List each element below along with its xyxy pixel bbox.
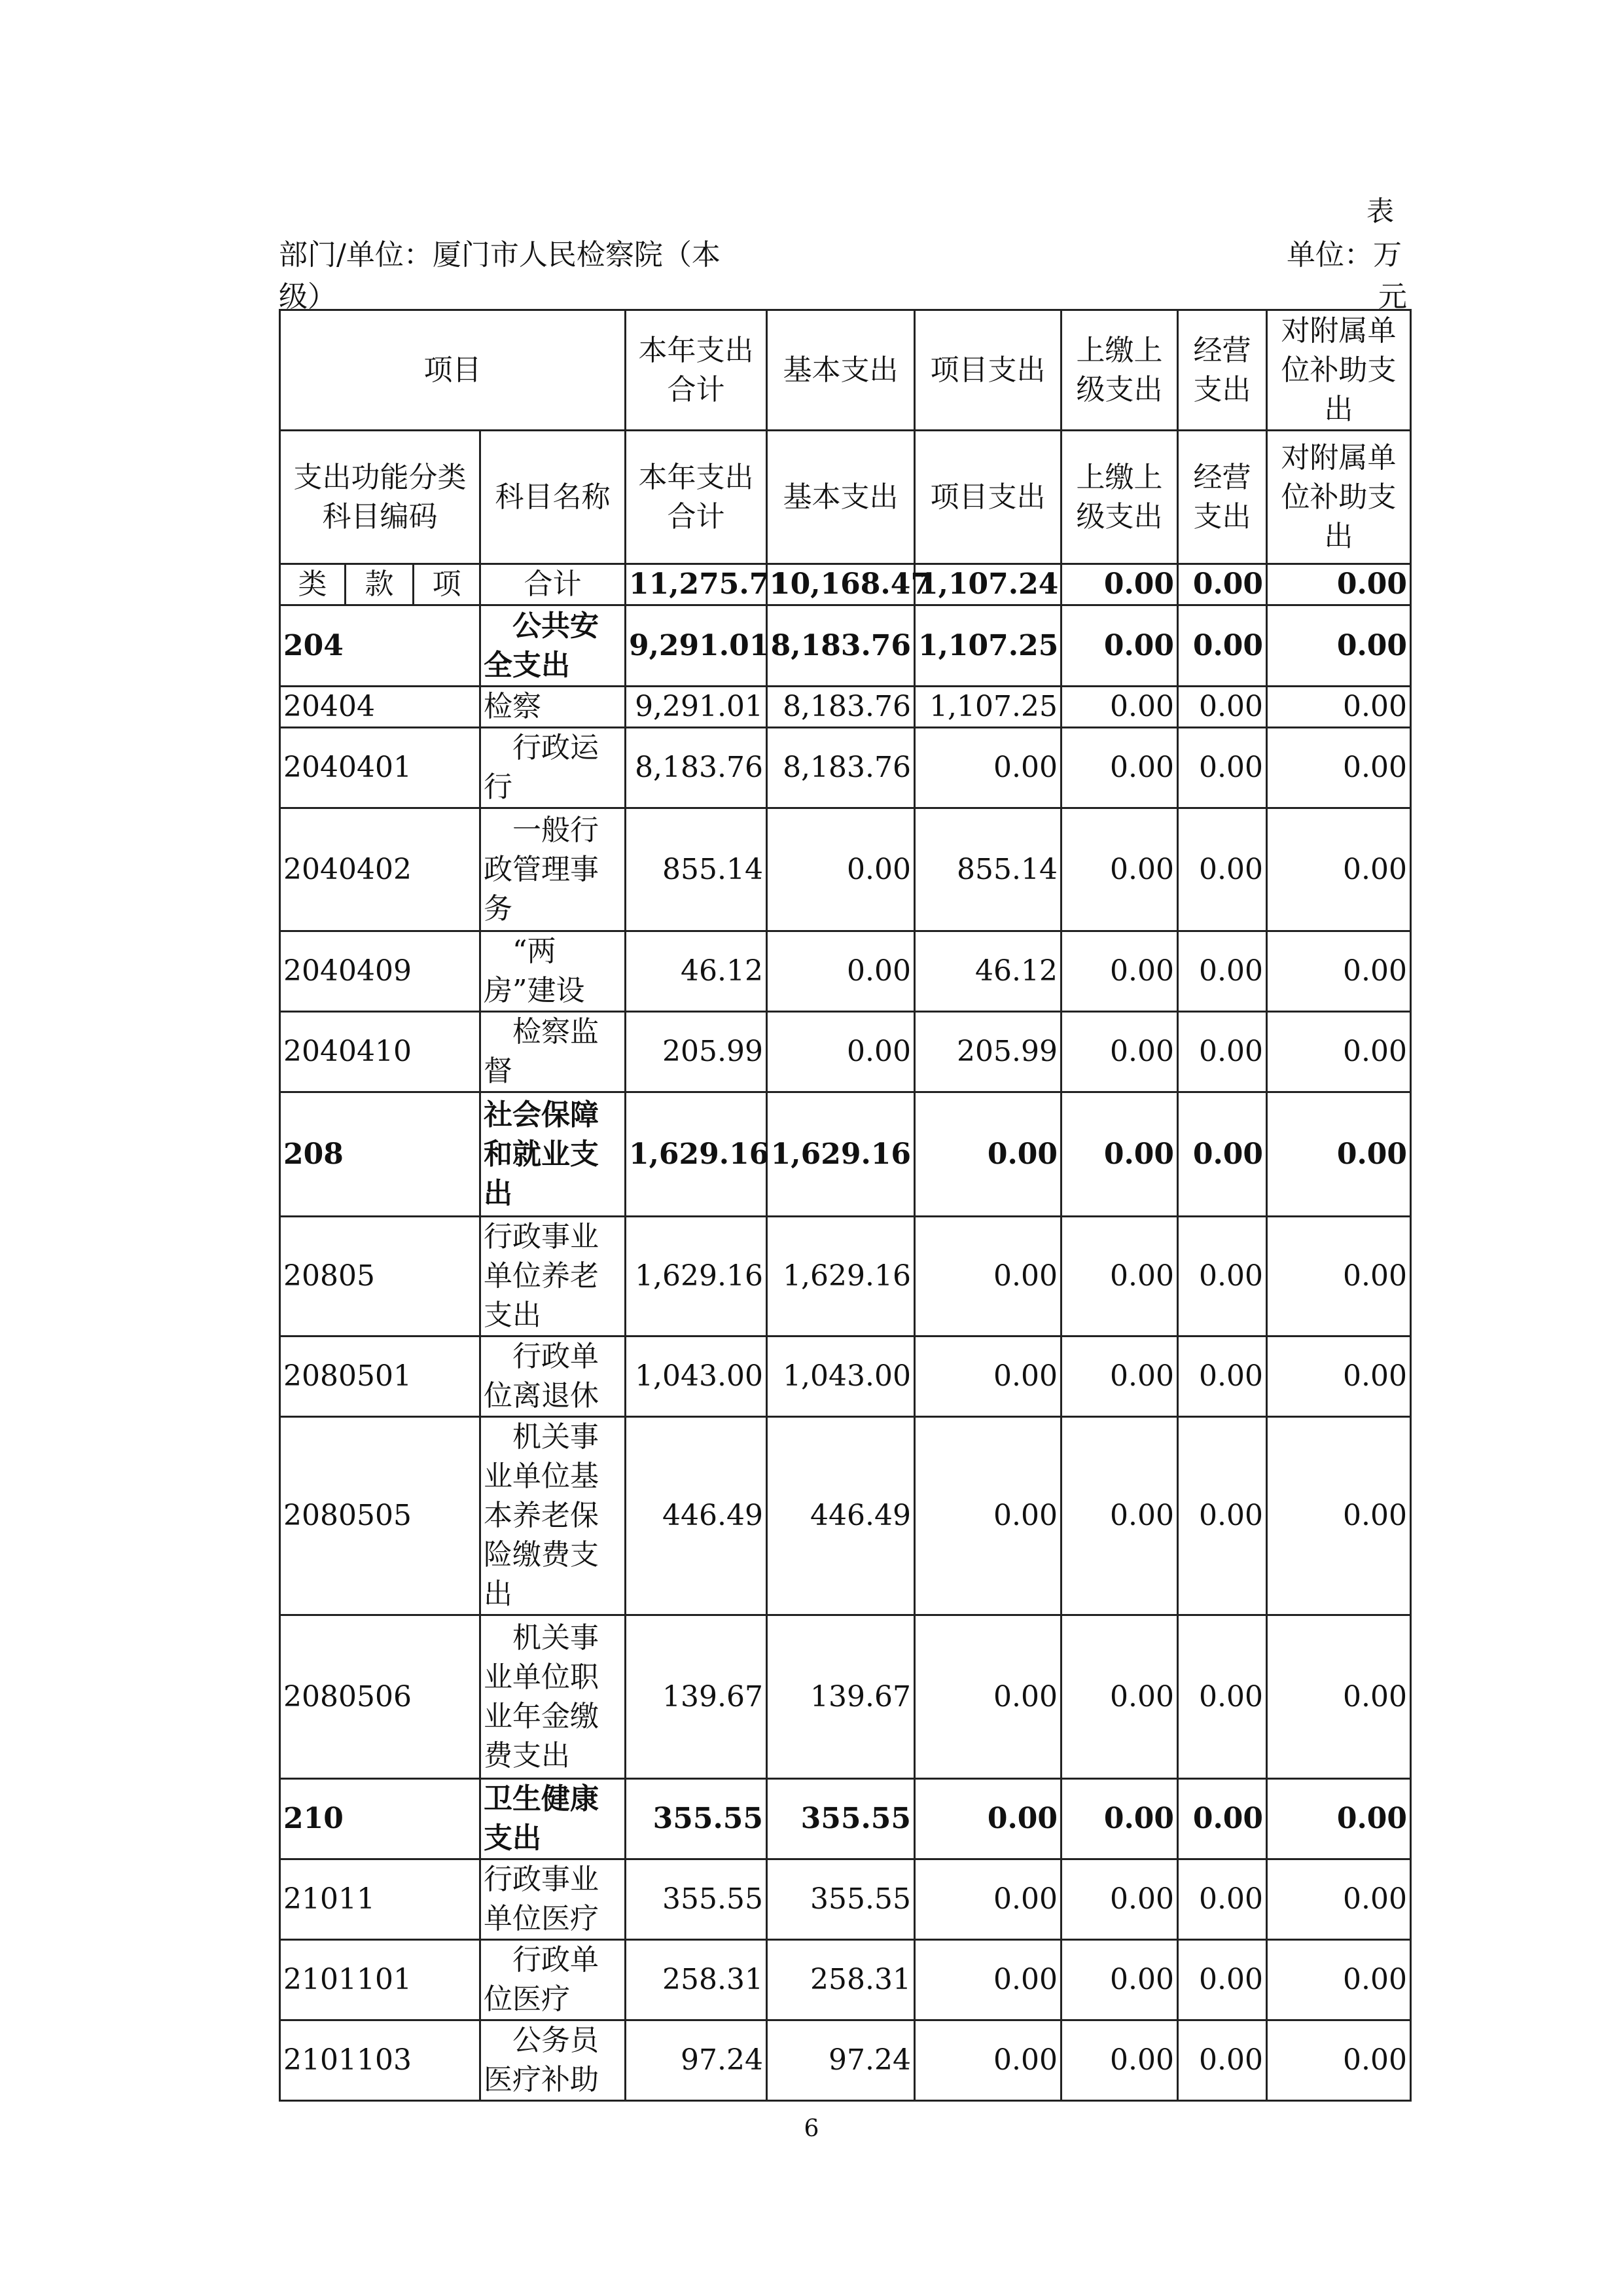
table-row xyxy=(280,1417,1411,1615)
project-cell: 0.00 xyxy=(915,1217,1061,1336)
project-cell: 0.00 xyxy=(915,1092,1061,1217)
basic-cell: 1,629.16 xyxy=(767,1092,915,1217)
subsidy-cell: 0.00 xyxy=(1267,1217,1411,1336)
col-header-subsidy: 对附属单位补助支出 xyxy=(1267,310,1411,431)
subsidy-cell: 0.00 xyxy=(1267,728,1411,808)
subject-name-cell: “两房”建设 xyxy=(480,931,626,1012)
col-header-code: 支出功能分类科目编码 xyxy=(280,431,480,564)
total-cell: 446.49 xyxy=(626,1417,767,1615)
unit-label xyxy=(1287,234,1407,318)
table-row xyxy=(280,2020,1411,2101)
subsidy-cell: 0.00 xyxy=(1267,931,1411,1012)
project-cell: 1,107.25 xyxy=(915,687,1061,728)
basic-cell: 355.55 xyxy=(767,1859,915,1940)
project-cell: 46.12 xyxy=(915,931,1061,1012)
upper-cell: 0.00 xyxy=(1061,1779,1178,1859)
upper-cell: 0.00 xyxy=(1061,687,1178,728)
basic-cell: 97.24 xyxy=(767,2020,915,2101)
basic-cell: 8,183.76 xyxy=(767,728,915,808)
business-cell: 0.00 xyxy=(1178,1092,1267,1217)
total-cell: 139.67 xyxy=(626,1615,767,1779)
business-cell: 0.00 xyxy=(1178,2020,1267,2101)
business-cell: 0.00 xyxy=(1178,728,1267,808)
total-cell: 205.99 xyxy=(626,1012,767,1092)
table-row xyxy=(280,1336,1411,1417)
business-cell: 0.00 xyxy=(1178,1336,1267,1417)
upper-cell: 0.00 xyxy=(1061,1940,1178,2020)
col-header-total: 本年支出合计 xyxy=(626,310,767,431)
business-cell: 0.00 xyxy=(1178,1615,1267,1779)
table-row xyxy=(280,728,1411,808)
upper-cell: 0.00 xyxy=(1061,564,1178,605)
code-cell: 2080501 xyxy=(280,1336,480,1417)
business-cell: 0.00 xyxy=(1178,1217,1267,1336)
upper-cell: 0.00 xyxy=(1061,1012,1178,1092)
subsidy-cell: 0.00 xyxy=(1267,605,1411,687)
code-cell: 2040402 xyxy=(280,808,480,931)
project-cell: 1,107.25 xyxy=(915,605,1061,687)
project-cell: 0.00 xyxy=(915,1336,1061,1417)
code-cell: 204 xyxy=(280,605,480,687)
subject-name-cell: 一般行政管理事务 xyxy=(480,808,626,931)
table-row xyxy=(280,931,1411,1012)
project-cell: 855.14 xyxy=(915,808,1061,931)
basic-cell: 446.49 xyxy=(767,1417,915,1615)
table-row xyxy=(280,687,1411,728)
table-row xyxy=(280,1217,1411,1336)
project-cell: 1,107.24 xyxy=(915,564,1061,605)
total-cell: 355.55 xyxy=(626,1859,767,1940)
unit-label-text: 单位：万 xyxy=(1287,238,1402,272)
basic-cell: 355.55 xyxy=(767,1779,915,1859)
upper-cell: 0.00 xyxy=(1061,1615,1178,1779)
subject-name-cell: 公共安全支出 xyxy=(480,605,626,687)
col-header-subsidy-2: 对附属单位补助支出 xyxy=(1267,431,1411,564)
subject-name-cell: 卫生健康支出 xyxy=(480,1779,626,1859)
basic-cell: 8,183.76 xyxy=(767,605,915,687)
project-cell: 0.00 xyxy=(915,1859,1061,1940)
basic-cell: 1,043.00 xyxy=(767,1336,915,1417)
col-header-basic: 基本支出 xyxy=(767,310,915,431)
table-row xyxy=(280,808,1411,931)
project-cell: 0.00 xyxy=(915,728,1061,808)
project-cell: 0.00 xyxy=(915,1615,1061,1779)
table-row xyxy=(280,1615,1411,1779)
subsidy-cell: 0.00 xyxy=(1267,808,1411,931)
subsidy-cell: 0.00 xyxy=(1267,1859,1411,1940)
total-label: 合计 xyxy=(480,564,626,605)
basic-cell: 10,168.47 xyxy=(767,564,915,605)
unit-label-value: 元 xyxy=(1378,280,1407,314)
total-cell: 11,275.71 xyxy=(626,564,767,605)
subsidy-cell: 0.00 xyxy=(1267,2020,1411,2101)
business-cell: 0.00 xyxy=(1178,687,1267,728)
table-marker: 表 xyxy=(1366,195,1395,227)
upper-cell: 0.00 xyxy=(1061,2020,1178,2101)
page-number: 6 xyxy=(804,2115,819,2142)
table-row xyxy=(280,1859,1411,1940)
subject-name-cell: 行政单位医疗 xyxy=(480,1940,626,2020)
subject-name-cell: 社会保障和就业支出 xyxy=(480,1092,626,1217)
upper-cell: 0.00 xyxy=(1061,605,1178,687)
project-cell: 0.00 xyxy=(915,1417,1061,1615)
code-cell: 2101101 xyxy=(280,1940,480,2020)
expenditure-table xyxy=(279,309,1412,2102)
table-row xyxy=(280,1779,1411,1859)
subject-name-cell: 行政事业单位养老支出 xyxy=(480,1217,626,1336)
business-cell: 0.00 xyxy=(1178,1417,1267,1615)
table-row xyxy=(280,1940,1411,2020)
subsidy-cell: 0.00 xyxy=(1267,1336,1411,1417)
total-cell: 46.12 xyxy=(626,931,767,1012)
project-cell: 0.00 xyxy=(915,1940,1061,2020)
code-cell: 208 xyxy=(280,1092,480,1217)
col-header-upper: 上缴上级支出 xyxy=(1061,310,1178,431)
subsidy-cell: 0.00 xyxy=(1267,1092,1411,1217)
xiang-label: 项 xyxy=(414,564,480,605)
upper-cell: 0.00 xyxy=(1061,1336,1178,1417)
subject-name-cell: 检察监督 xyxy=(480,1012,626,1092)
upper-cell: 0.00 xyxy=(1061,728,1178,808)
code-cell: 2040410 xyxy=(280,1012,480,1092)
code-cell: 2080505 xyxy=(280,1417,480,1615)
kuan-label: 款 xyxy=(346,564,414,605)
total-cell: 1,629.16 xyxy=(626,1217,767,1336)
business-cell: 0.00 xyxy=(1178,564,1267,605)
subject-name-cell: 行政单位离退休 xyxy=(480,1336,626,1417)
upper-cell: 0.00 xyxy=(1061,1092,1178,1217)
total-cell: 9,291.01 xyxy=(626,605,767,687)
code-cell: 2040401 xyxy=(280,728,480,808)
project-cell: 0.00 xyxy=(915,2020,1061,2101)
upper-cell: 0.00 xyxy=(1061,931,1178,1012)
subject-name-cell: 机关事业单位基本养老保险缴费支出 xyxy=(480,1417,626,1615)
upper-cell: 0.00 xyxy=(1061,808,1178,931)
subsidy-cell: 0.00 xyxy=(1267,1779,1411,1859)
col-header-subject: 科目名称 xyxy=(480,431,626,564)
subject-name-cell: 行政运行 xyxy=(480,728,626,808)
total-cell: 9,291.01 xyxy=(626,687,767,728)
business-cell: 0.00 xyxy=(1178,1940,1267,2020)
subsidy-cell: 0.00 xyxy=(1267,1615,1411,1779)
code-cell: 2101103 xyxy=(280,2020,480,2101)
business-cell: 0.00 xyxy=(1178,931,1267,1012)
col-header-upper-2: 上缴上级支出 xyxy=(1061,431,1178,564)
code-cell: 21011 xyxy=(280,1859,480,1940)
col-header-project: 项目支出 xyxy=(915,310,1061,431)
subsidy-cell: 0.00 xyxy=(1267,564,1411,605)
basic-cell: 0.00 xyxy=(767,1012,915,1092)
code-cell: 20404 xyxy=(280,687,480,728)
basic-cell: 1,629.16 xyxy=(767,1217,915,1336)
header-row-2 xyxy=(280,431,1411,564)
basic-cell: 139.67 xyxy=(767,1615,915,1779)
col-header-basic-2: 基本支出 xyxy=(767,431,915,564)
total-cell: 1,629.16 xyxy=(626,1092,767,1217)
code-cell: 210 xyxy=(280,1779,480,1859)
subsidy-cell: 0.00 xyxy=(1267,1940,1411,2020)
business-cell: 0.00 xyxy=(1178,1012,1267,1092)
total-cell: 8,183.76 xyxy=(626,728,767,808)
total-cell: 258.31 xyxy=(626,1940,767,2020)
col-header-total-2: 本年支出合计 xyxy=(626,431,767,564)
total-row xyxy=(280,564,1411,605)
subsidy-cell: 0.00 xyxy=(1267,1012,1411,1092)
code-cell: 2080506 xyxy=(280,1615,480,1779)
basic-cell: 258.31 xyxy=(767,1940,915,2020)
basic-cell: 0.00 xyxy=(767,931,915,1012)
total-cell: 355.55 xyxy=(626,1779,767,1859)
col-header-business: 经营支出 xyxy=(1178,310,1267,431)
total-cell: 97.24 xyxy=(626,2020,767,2101)
col-header-project-2: 项目支出 xyxy=(915,431,1061,564)
subsidy-cell: 0.00 xyxy=(1267,1417,1411,1615)
business-cell: 0.00 xyxy=(1178,1859,1267,1940)
lei-label: 类 xyxy=(280,564,346,605)
col-header-item: 项目 xyxy=(280,310,626,431)
table-row xyxy=(280,1092,1411,1217)
total-cell: 855.14 xyxy=(626,808,767,931)
upper-cell: 0.00 xyxy=(1061,1859,1178,1940)
upper-cell: 0.00 xyxy=(1061,1417,1178,1615)
business-cell: 0.00 xyxy=(1178,605,1267,687)
code-cell: 20805 xyxy=(280,1217,480,1336)
col-header-business-2: 经营支出 xyxy=(1178,431,1267,564)
business-cell: 0.00 xyxy=(1178,1779,1267,1859)
upper-cell: 0.00 xyxy=(1061,1217,1178,1336)
basic-cell: 0.00 xyxy=(767,808,915,931)
business-cell: 0.00 xyxy=(1178,808,1267,931)
basic-cell: 8,183.76 xyxy=(767,687,915,728)
subsidy-cell: 0.00 xyxy=(1267,687,1411,728)
total-cell: 1,043.00 xyxy=(626,1336,767,1417)
subject-name-cell: 公务员医疗补助 xyxy=(480,2020,626,2101)
subject-name-cell: 检察 xyxy=(480,687,626,728)
department-label: 部门/单位：厦门市人民检察院（本级） xyxy=(279,238,721,314)
project-cell: 205.99 xyxy=(915,1012,1061,1092)
header-row-1 xyxy=(280,310,1411,431)
table-row xyxy=(280,605,1411,687)
subject-name-cell: 行政事业单位医疗 xyxy=(480,1859,626,1940)
table-row xyxy=(280,1012,1411,1092)
subject-name-cell: 机关事业单位职业年金缴费支出 xyxy=(480,1615,626,1779)
project-cell: 0.00 xyxy=(915,1779,1061,1859)
code-cell: 2040409 xyxy=(280,931,480,1012)
